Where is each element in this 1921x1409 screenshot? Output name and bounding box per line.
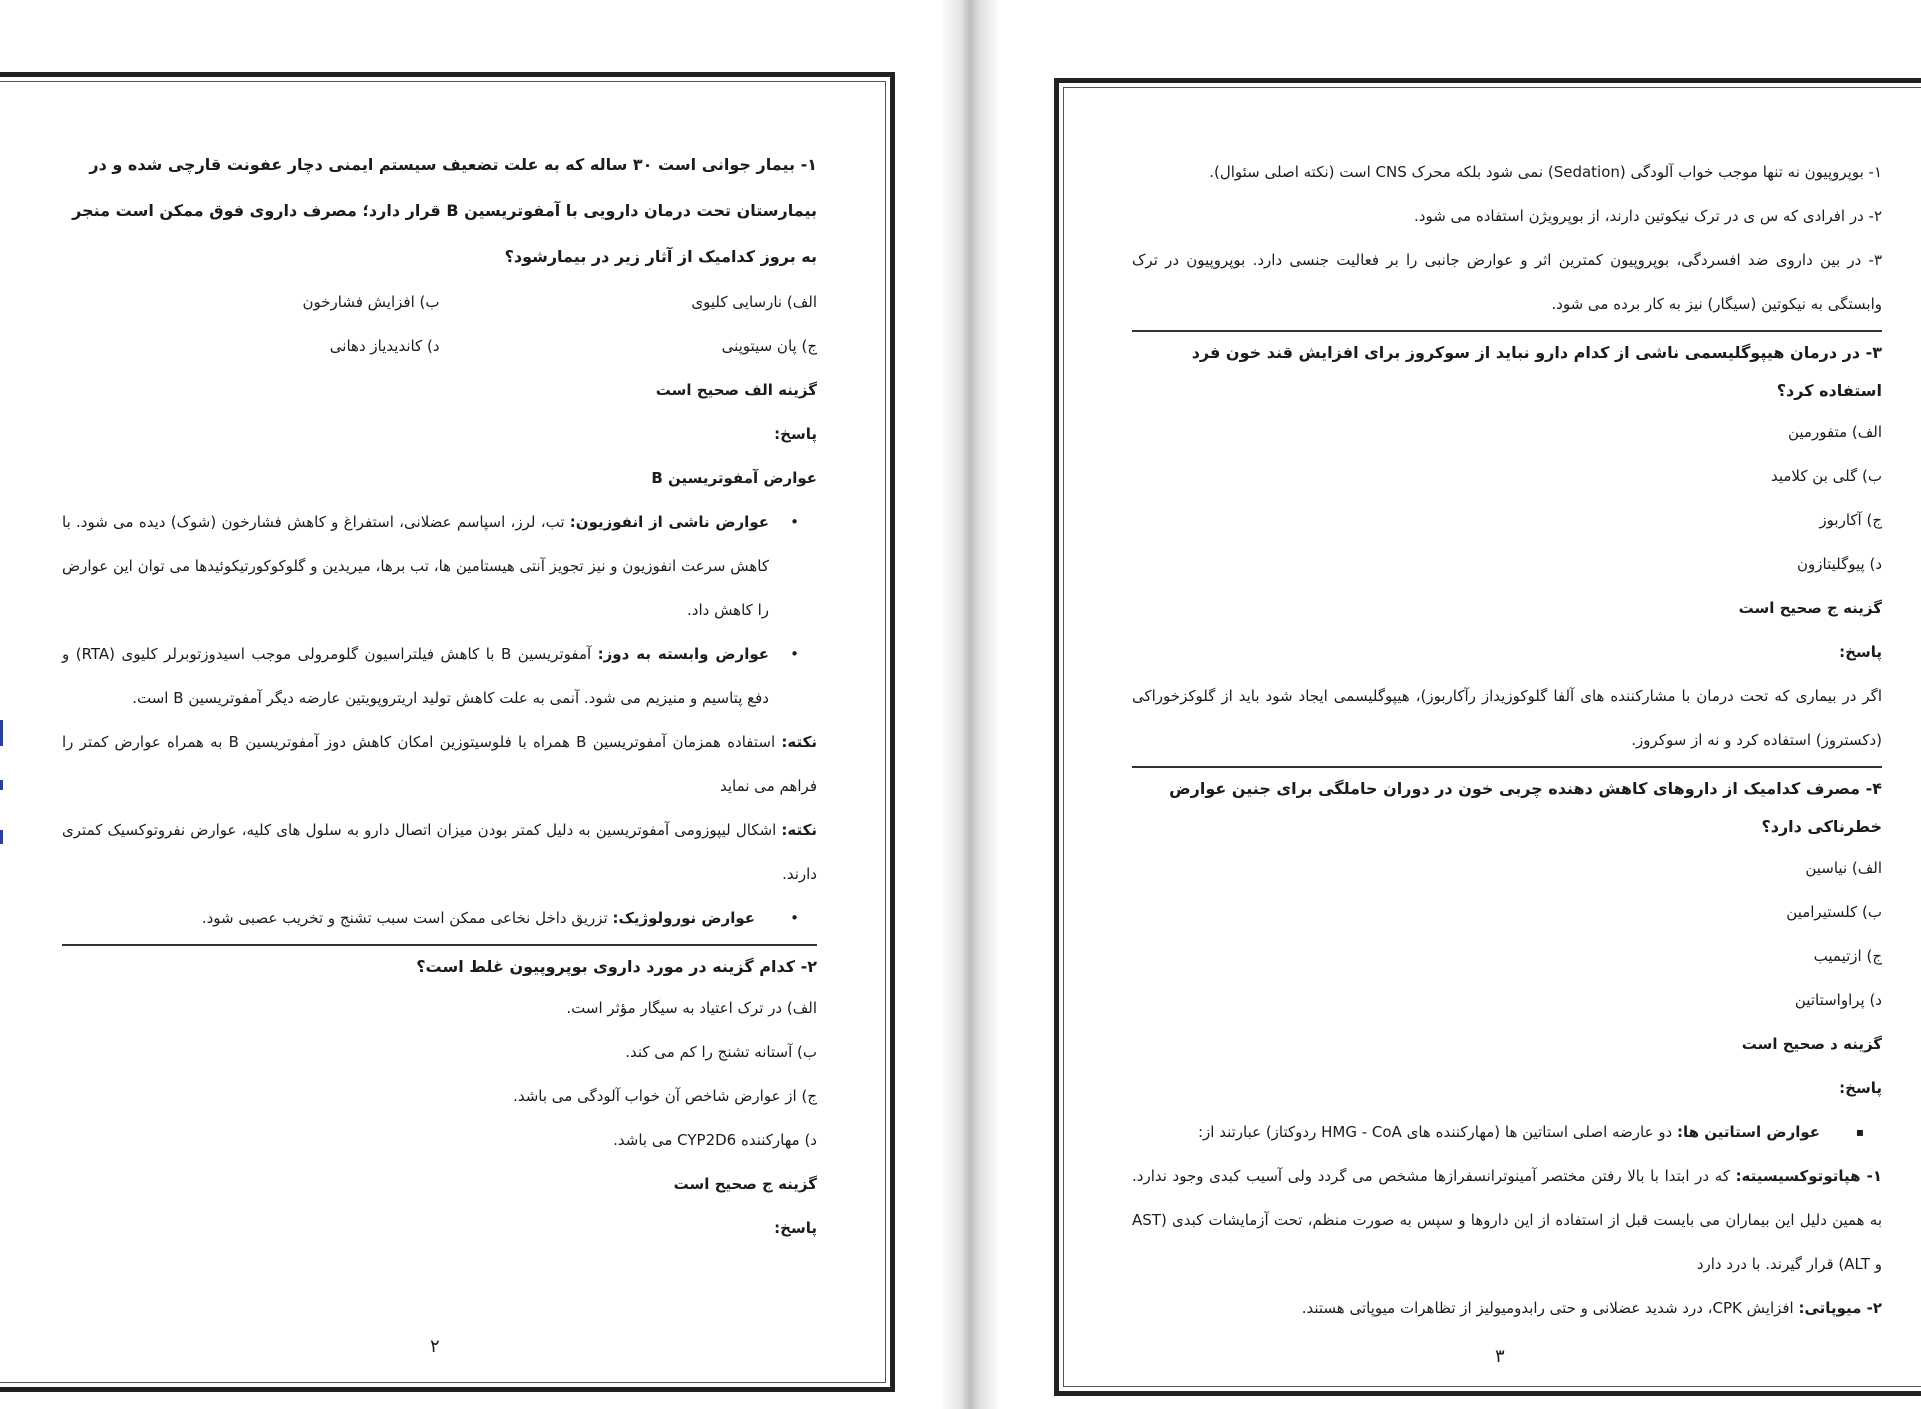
item-text: افزایش CPK، درد شدید عضلانی و حتی رابدومیولیز از تظاهرات میوپاتی هستند.	[1301, 1299, 1799, 1317]
note-1	[62, 720, 817, 808]
page-number: ۲	[430, 1336, 440, 1357]
bullet-title: عوارض استاتین ها:	[1677, 1123, 1820, 1141]
edge-mark	[0, 780, 3, 790]
statin-item-1	[1132, 1154, 1882, 1286]
answer-label: گزینه الف صحیح است	[655, 381, 817, 399]
note-text: اشکال لیپوزومی آمفوتریسین به دلیل کمتر بودن میزان اتصال دارو به سلول های کلیه، عوارض نفروتوکسیک کمتری دارند.	[62, 821, 817, 883]
bullet-title: عوارض وابسته به دوز:	[597, 645, 769, 663]
q3-explanation: اگر در بیماری که تحت درمان با مشارکننده های آلفا گلوکوزیداز رآکاربوز)، هیپوگلیسمی ایجاد شود باید از گلوکزخوراکی (دکستروز) استفاده کرد و نه از سوکروز.	[1132, 687, 1882, 749]
section-title: عوارض آمفوتریسین B	[651, 469, 817, 487]
response-label: پاسخ:	[1839, 643, 1882, 661]
option-a: الف) در ترک اعتیاد به سیگار مؤثر است.	[566, 999, 817, 1017]
bullet-neuro	[62, 896, 817, 940]
bullet-statins	[1132, 1110, 1882, 1154]
q2-answer-2: ۲- در افرادی که س ی در ترک نیکوتین دارند، از بوپرویژن استفاده می شود.	[1414, 207, 1882, 225]
question-3: ۳- در درمان هیپوگلیسمی ناشی از کدام دارو نباید از سوکروز برای افزایش قند خون فرد استفاده کرد؟	[1191, 343, 1882, 400]
left-page-content	[62, 142, 817, 1250]
option-d: د) کاندیدیاز دهانی	[329, 337, 440, 355]
option-d: د) پیوگلیتازون	[1797, 555, 1882, 573]
answer-label: گزینه د صحیح است	[1741, 1035, 1882, 1053]
separator	[1132, 330, 1882, 332]
bullet-text: تزریق داخل نخاعی ممکن است سبب تشنج و تخریب عصبی شود.	[201, 909, 613, 927]
question-1-options-row-2	[62, 324, 817, 368]
option-b: ب) گلی بن کلامید	[1770, 467, 1882, 485]
option-c: ج) از عوارض شاخص آن خواب آلودگی می باشد.	[513, 1087, 817, 1105]
answer-label: گزینه ج صحیح است	[1738, 599, 1882, 617]
question-1-options-row-1	[62, 280, 817, 324]
option-c: ج) پان سیتوپنی	[721, 337, 817, 355]
question-1: ۱- بیمار جوانی است ۳۰ ساله که به علت تضعیف سیستم ایمنی دچار عفونت قارچی شده و در بیمارستان تحت درمان دارویی با آمفوتریسین B قرار دارد؛ مصرف داروی فوق ممکن است منجر به بروز کدامیک از آثار زیر در بیمارشود؟	[72, 155, 817, 266]
option-d: د) مهارکننده CYP2D6 می باشد.	[613, 1131, 817, 1149]
option-b: ب) آستانه تشنج را کم می کند.	[625, 1043, 817, 1061]
option-c: ج) ازتیمیب	[1813, 947, 1882, 965]
left-page	[0, 0, 940, 1409]
bullet-title: عوارض ناشی از انفوزیون:	[569, 513, 769, 531]
option-d: د) پراواستاتین	[1794, 991, 1882, 1009]
answer-label: گزینه ج صحیح است	[673, 1175, 817, 1193]
bullet-infusion	[62, 500, 817, 632]
bullet-title: عوارض نورولوژیک:	[612, 909, 755, 927]
option-b: ب) کلستیرامین	[1786, 903, 1882, 921]
statin-item-2	[1132, 1286, 1882, 1330]
book-gutter	[940, 0, 1000, 1409]
option-a: الف) متفورمین	[1787, 423, 1882, 441]
bullet-dose	[62, 632, 817, 720]
right-page-content	[1132, 150, 1882, 1330]
question-2: ۲- کدام گزینه در مورد داروی بوپروپیون غلط است؟	[416, 957, 817, 976]
note-2	[62, 808, 817, 896]
right-page	[1000, 0, 1921, 1409]
item-text: که در ابتدا با بالا رفتن مختصر آمینوترانسفرازها مشخص می گردد ولی آسیب کبدی وجود ندارد. به همین دلیل این بیماران می بایست قبل از استفاده از این داروها و سپس به صورت منظم، تحت آزمایشات کبدی (AST و ALT) قرار گیرند. با درد دارد	[1132, 1167, 1882, 1273]
bullet-text: تب، لرز، اسپاسم عضلانی، استفراغ و کاهش فشارخون (شوک) دیده می شود. با کاهش سرعت انفوزیون و نیز تجویز آنتی هیستامین ها، تب برها، میریدین و گلوکوکورتیکوئیدها می توان این عوارض را کاهش داد.	[62, 513, 769, 619]
response-label: پاسخ:	[774, 1219, 817, 1237]
q2-answer-1: ۱- بوپروپیون نه تنها موجب خواب آلودگی (Sedation) نمی شود بلکه محرک CNS است (نکته اصلی سئوال).	[1209, 163, 1882, 181]
response-label: پاسخ:	[774, 425, 817, 443]
item-title: ۱- هپاتوتوکسیسیته:	[1735, 1167, 1882, 1185]
note-title: نکته:	[781, 821, 817, 839]
note-title: نکته:	[781, 733, 817, 751]
option-c: ج) آکاربوز	[1819, 511, 1882, 529]
bullet-text: آمفوتریسین B با کاهش فیلتراسیون گلومرولی موجب اسیدوزتوبرلر کلیوی (RTA) و دفع پتاسیم و منیزیم می شود. آنمی به علت کاهش تولید اریتروپویتین عارضه دیگر آمفوتریسین B است.	[62, 645, 769, 707]
question-4: ۴- مصرف کدامیک از داروهای کاهش دهنده چربی خون در دوران حاملگی برای جنین عوارض خطرناکی دارد؟	[1169, 779, 1882, 836]
option-b: ب) افزایش فشارخون	[302, 293, 440, 311]
item-title: ۲- میوپاتی:	[1798, 1299, 1882, 1317]
separator	[62, 944, 817, 946]
edge-mark	[0, 720, 3, 746]
edge-mark	[0, 830, 3, 844]
option-a: الف) نارسایی کلیوی	[691, 293, 817, 311]
response-label: پاسخ:	[1839, 1079, 1882, 1097]
separator	[1132, 766, 1882, 768]
note-text: استفاده همزمان آمفوتریسین B همراه با فلوسیتوزین امکان کاهش دوز آمفوتریسین B به همراه عوارض کمتر را فراهم می نماید	[62, 733, 817, 795]
page-number: ۳	[1495, 1346, 1505, 1367]
q2-answer-3: ۳- در بین داروی ضد افسردگی، بوپروپیون کمترین اثر و عوارض جانبی را بر فعالیت جنسی دارد. بوپروپیون در ترک وابستگی به نیکوتین (سیگار) نیز به کار برده می شود.	[1132, 251, 1882, 313]
option-a: الف) نیاسین	[1805, 859, 1882, 877]
bullet-text: دو عارضه اصلی استاتین ها (مهارکننده های HMG - CoA ردوکتاز) عبارتند از:	[1197, 1123, 1678, 1141]
